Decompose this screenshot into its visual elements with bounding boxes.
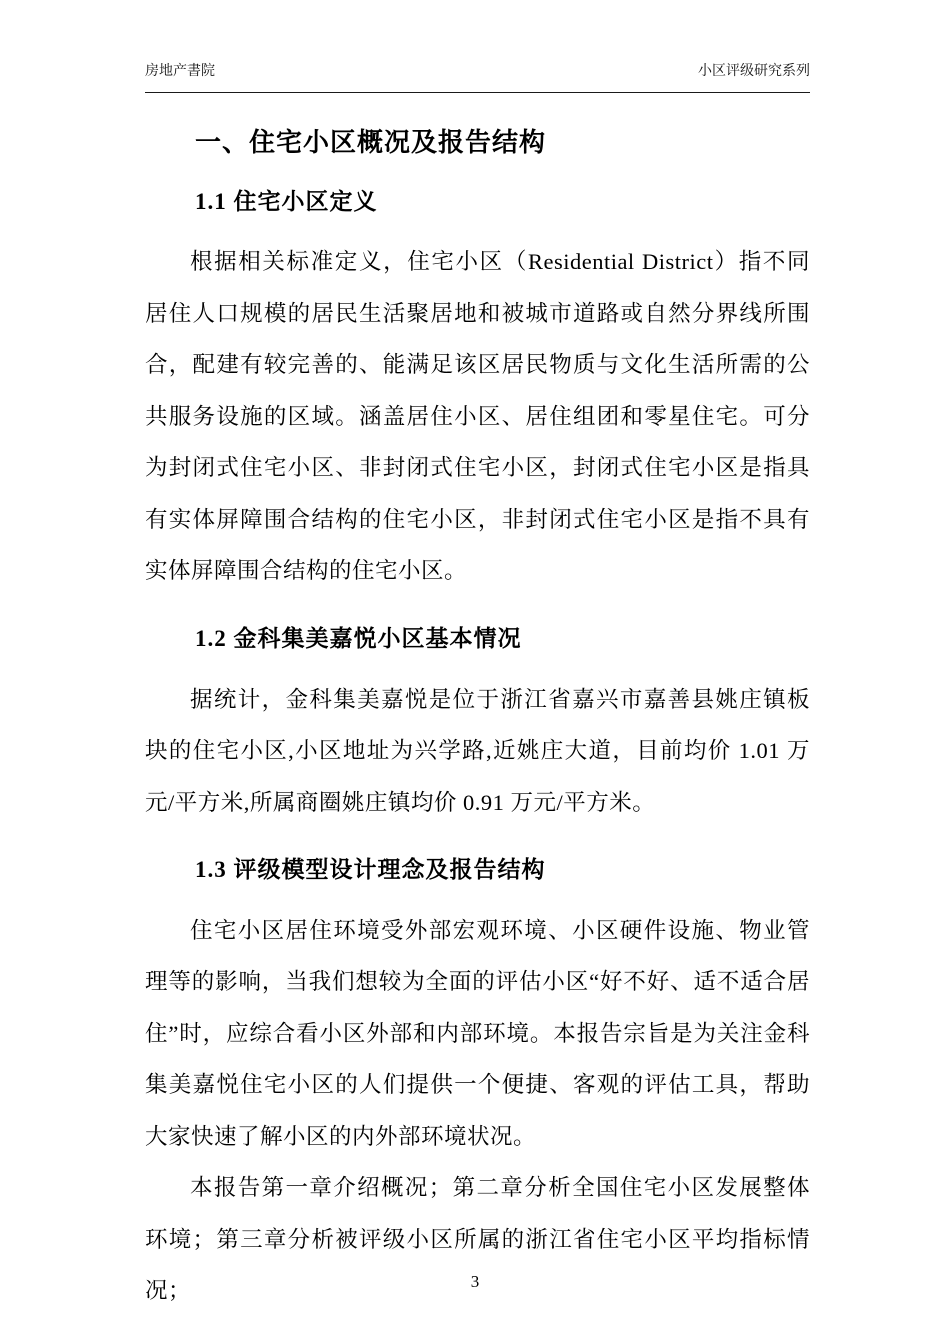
section-title-1-2: 1.2 金科集美嘉悦小区基本情况 <box>195 625 522 651</box>
section-title-1-1: 1.1 住宅小区定义 <box>195 188 378 214</box>
paragraph-report-structure: 本报告第一章介绍概况；第二章分析全国住宅小区发展整体环境；第三章分析被评级小区所属的浙江省住宅小区平均指标情况； <box>145 1175 810 1304</box>
header-right-text: 小区评级研究系列 <box>698 64 810 79</box>
paragraph-model-concept: 住宅小区居住环境受外部宏观环境、小区硬件设施、物业管理等的影响，当我们想较为全面的评估小区“好不好、适不适合居住”时，应综合看小区外部和内部环境。本报告宗旨是为关注金科集美嘉悦住宅小区的人们提供一个便捷、客观的评估工具，帮助大家快速了解小区的内外部环境状况。 <box>145 917 810 1149</box>
page-header <box>145 0 810 93</box>
page-footer <box>0 1272 950 1292</box>
paragraph-basic-info: 据统计，金科集美嘉悦是位于浙江省嘉兴市嘉善县姚庄镇板块的住宅小区,小区地址为兴学路,近姚庄大道，目前均价 1.01 万元/平方米,所属商圈姚庄镇均价 0.91 万元/平方米。 <box>145 686 810 815</box>
header-left-text: 房地产書院 <box>145 64 215 79</box>
section-title-1-3: 1.3 评级模型设计理念及报告结构 <box>195 857 546 882</box>
paragraph-definition: 根据相关标准定义，住宅小区（Residential District）指不同居住人口规模的居民生活聚居地和被城市道路或自然分界线所围合，配建有较完善的、能满足该区居民物质与文化生活所需的公共服务设施的区域。涵盖居住小区、居住组团和零星住宅。可分为封闭式住宅小区、非封闭式住宅小区，封闭式住宅小区是指具有实体屏障围合结构的住宅小区，非封闭式住宅小区是指不具有实体屏障围合结构的住宅小区。 <box>145 249 810 584</box>
document-body <box>145 127 810 1317</box>
page-number: 3 <box>470 1272 480 1291</box>
chapter-title: 一、住宅小区概况及报告结构 <box>195 128 547 157</box>
